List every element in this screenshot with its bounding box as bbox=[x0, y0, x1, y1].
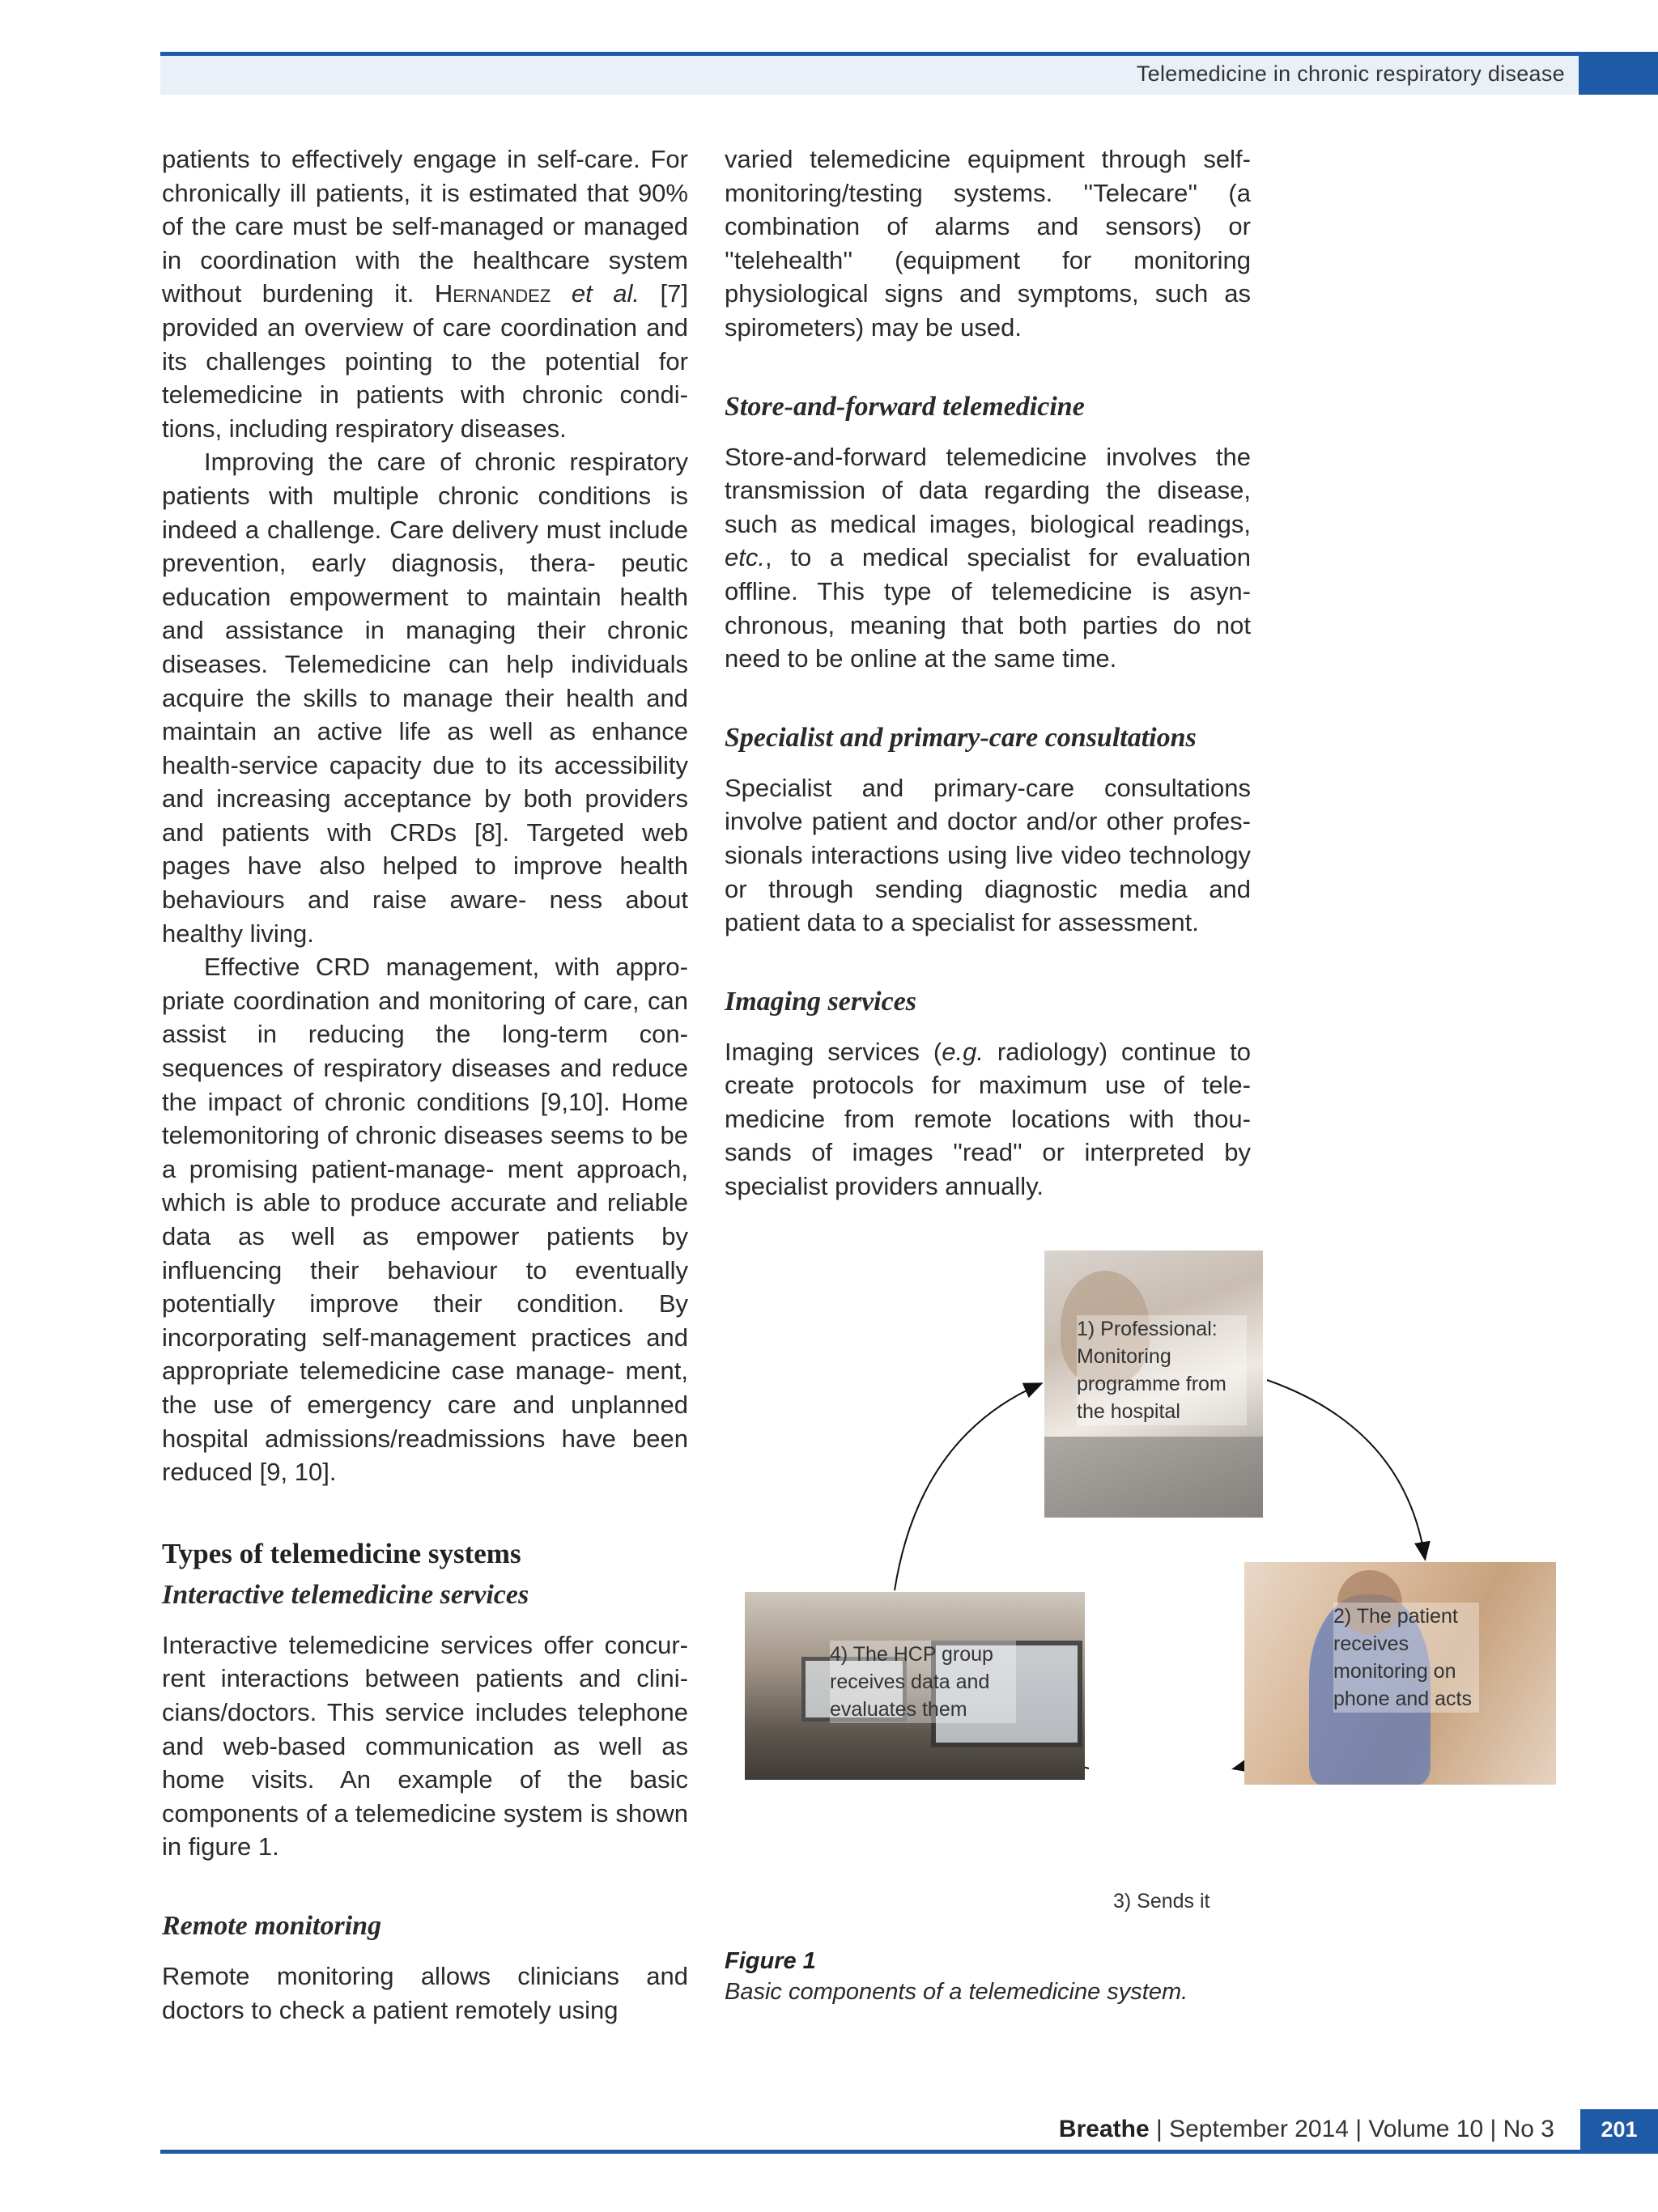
journal-name: Breathe bbox=[1058, 2116, 1150, 2142]
header-accent-block bbox=[1579, 56, 1658, 95]
left-paragraph-5: Remote monitoring allows clinicians and doctors to check a patient remotely using bbox=[162, 1961, 688, 2024]
label-sends: 3) Sends it bbox=[1113, 1890, 1210, 1913]
left-paragraph-4: Interactive telemedicine services offer concur- rent interactions between patients and clini- cians/doctors. This service includes telephone and web-based communication as well as home visits. An example of the basic components of a telemedicine system is shown in figure 1. bbox=[162, 1630, 688, 1862]
arrow-professional-to-patient bbox=[1267, 1380, 1425, 1558]
subheading-remote-monitoring: Remote monitoring bbox=[162, 1910, 382, 1941]
figure-number: Figure 1 bbox=[725, 1948, 816, 1974]
section-title: Types of telemedicine systems bbox=[162, 1537, 521, 1569]
author-name: Hernandez bbox=[434, 279, 551, 308]
right-column bbox=[725, 142, 1251, 1204]
left-paragraph-2: Improving the care of chronic respiratory patients with multiple chronic conditions is indeed a challenge. Care delivery must include prevention, early diagnosis, thera- peutic education empowerment to maintain health and assistance in managing their chronic diseases. Telemedicine can help individuals acquire the skills to manage their health and maintain an active life as well as enhance health-service capacity due to its accessibility and increasing acceptance by both providers and patients with CRDs [8]. Targeted web pages have also helped to improve health behaviours and raise aware- ness about healthy living. bbox=[162, 448, 688, 948]
photo-professional bbox=[1044, 1250, 1263, 1518]
subheading-consultations: Specialist and primary-care consultations bbox=[725, 722, 1197, 753]
figure-caption: Basic components of a telemedicine system. bbox=[725, 1979, 1188, 2005]
photo-hcp-group bbox=[745, 1592, 1085, 1780]
right-paragraph-3: Specialist and primary-care consultations involve patient and doctor and/or other profes- sionals interactions using live video technology or through sending diagnostic media and patient data to a specialist for assessment. bbox=[725, 773, 1251, 937]
page-number: 201 bbox=[1580, 2109, 1658, 2150]
footer-rule bbox=[160, 2150, 1658, 2154]
subheading-store-forward: Store-and-forward telemedicine bbox=[725, 391, 1085, 422]
photo-patient bbox=[1244, 1562, 1556, 1785]
subheading-interactive: Interactive telemedicine services bbox=[162, 1579, 529, 1610]
arrow-hcp-to-professional bbox=[895, 1384, 1040, 1590]
left-paragraph-1: patients to effectively engage in self-care. For chronically ill patients, it is estimated that 90% of the care must be self-managed or managed in coordination with the healthcare system without burdening it. Hernandez et al. [7] provided an overview of care coordination and its challenges pointing to the potential for telemedicine in patients with chronic condi- tions, including respiratory diseases. bbox=[162, 145, 688, 443]
figure-1 bbox=[725, 1242, 1558, 2005]
label-professional: 1) Professional: Monitoring programme from the hospital bbox=[1077, 1315, 1247, 1425]
right-paragraph-4: Imaging services (e.g. radiology) continue to create protocols for maximum use of tele- medicine from remote locations with thou- sands of images ''read'' or interpreted by specialist providers annually. bbox=[725, 1037, 1251, 1201]
label-patient: 2) The patient receives monitoring on phone and acts bbox=[1333, 1603, 1479, 1713]
left-column bbox=[162, 142, 688, 2027]
right-paragraph-2: Store-and-forward telemedicine involves the transmission of data regarding the disease, such as medical images, biological readings, etc., to a medical specialist for evaluation offline. This type of telemedicine is asyn- chronous, meaning that both parties do not need to be online at the same time. bbox=[725, 442, 1251, 673]
subheading-imaging: Imaging services bbox=[725, 986, 917, 1017]
footer-citation: Breathe | September 2014 | Volume 10 | No 3 bbox=[1058, 2116, 1554, 2142]
right-paragraph-1: varied telemedicine equipment through self-monitoring/testing systems. ''Telecare'' (a combination of alarms and sensors) or ''telehealth'' (equipment for monitoring physiological signs and symptoms, such as spirometers) may be used. bbox=[725, 145, 1251, 342]
left-paragraph-3: Effective CRD management, with appro- priate coordination and monitoring of care, can assist in reducing the long-term con- sequences of respiratory diseases and reduce the impact of chronic conditions [9,10]. Home telemonitoring of chronic diseases seems to be a promising patient-manage- ment approach, which is able to produce accurate and reliable data as well as empower patients by influencing their behaviour to eventually potentially improve their condition. By incorporating self-management practices and appropriate telemedicine case manage- ment, the use of emergency care and unplanned hospital admissions/readmissions have been reduced [9, 10]. bbox=[162, 953, 688, 1487]
label-hcp-group: 4) The HCP group receives data and evaluates them bbox=[830, 1641, 1016, 1723]
running-head: Telemedicine in chronic respiratory disease bbox=[1136, 62, 1565, 86]
